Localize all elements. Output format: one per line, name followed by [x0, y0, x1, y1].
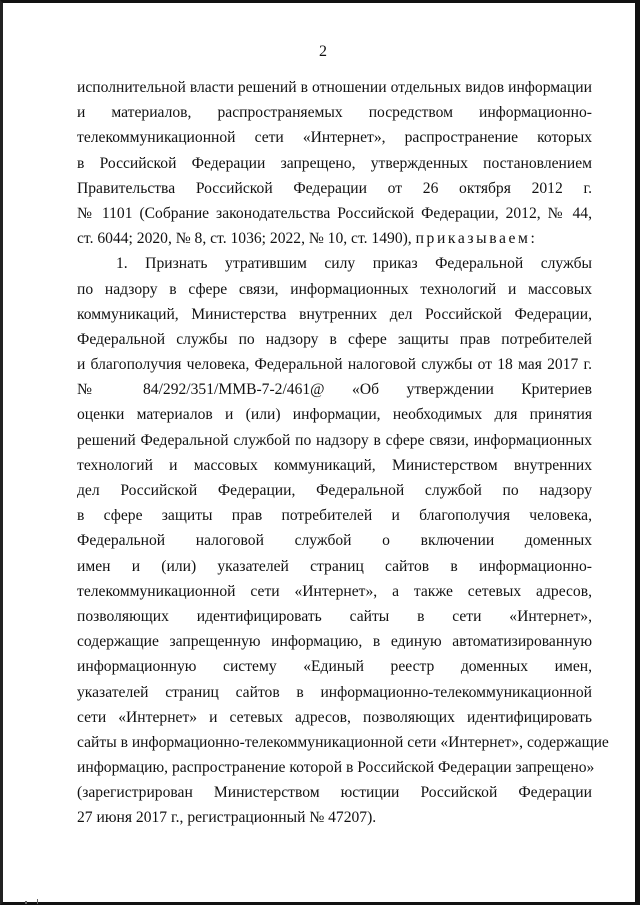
- text-line: № 1101 (Собрание законодательства Российской Федерации, 2012, № 44,: [77, 204, 592, 222]
- page-number: 2: [319, 43, 327, 60]
- text-line: сети «Интернет» и сетевых адресов, позволяющих идентифицировать: [77, 708, 592, 726]
- text-line: решений Федеральной службой по надзору в сфере связи, информационных: [77, 431, 592, 449]
- text-line: телекоммуникационной сети «Интернет», распространение которых: [77, 129, 592, 147]
- scan-artifact: [25, 901, 27, 904]
- text-line: (зарегистрирован Министерством юстиции Российской Федерации: [77, 784, 592, 802]
- text-line: и благополучия человека, Федеральной налоговой службы от 18 мая 2017 г.: [77, 356, 592, 374]
- order-keyword: приказываем:: [415, 230, 538, 248]
- text-line: № 84/292/351/ММВ-7-2/461@ «Об утверждении Критериев: [77, 381, 592, 399]
- text-line: и материалов, распространяемых посредством информационно-: [77, 104, 592, 122]
- text-line: Федеральной службы по надзору в сфере защиты прав потребителей: [77, 330, 592, 348]
- scan-artifact: [37, 899, 38, 904]
- text-line: информацию, распространение которой в Российской Федерации запрещено»: [77, 759, 595, 777]
- text-line: коммуникаций, Министерства внутренних дел Российской Федерации,: [77, 305, 592, 323]
- text-line: сайты в информационно-телекоммуникационной сети «Интернет», содержащие: [77, 733, 609, 751]
- paragraph-1-start: 1. Признать утратившим силу приказ Федеральной службы: [116, 255, 592, 273]
- text-line: технологий и массовых коммуникаций, Министерством внутренних: [77, 456, 592, 474]
- text-line: в сфере защиты прав потребителей и благополучия человека,: [77, 507, 592, 525]
- order-clause-prefix: ст. 6044; 2020, № 8, ст. 1036; 2022, № 10, ст. 1490),: [77, 230, 412, 248]
- text-line: оценки материалов и (или) информации, необходимых для принятия: [77, 406, 592, 424]
- text-line: телекоммуникационной сети «Интернет», а также сетевых адресов,: [77, 582, 592, 600]
- text-line: исполнительной власти решений в отношении отдельных видов информации: [77, 79, 592, 96]
- text-line: информационную систему «Единый реестр доменных имен,: [77, 658, 592, 676]
- text-line: имен и (или) указателей страниц сайтов в информационно-: [77, 557, 592, 575]
- document-body: [77, 75, 609, 831]
- text-line: в Российской Федерации запрещено, утвержденных постановлением: [77, 154, 592, 172]
- text-line: по надзору в сфере связи, информационных технологий и массовых: [77, 280, 592, 298]
- text-line: Федеральной налоговой службой о включении доменных: [77, 532, 592, 550]
- text-line: позволяющих идентифицировать сайты в сети «Интернет»,: [77, 607, 592, 625]
- text-line: указателей страниц сайтов в информационно-телекоммуникационной: [77, 683, 592, 701]
- text-line: 27 июня 2017 г., регистрационный № 47207).: [77, 809, 377, 827]
- text-line: дел Российской Федерации, Федеральной службой по надзору: [77, 482, 592, 499]
- text-line: содержащие запрещенную информацию, в единую автоматизированную: [77, 633, 592, 651]
- text-line: Правительства Российской Федерации от 26 октября 2012 г.: [77, 179, 592, 197]
- text-line-order-clause: [77, 226, 592, 251]
